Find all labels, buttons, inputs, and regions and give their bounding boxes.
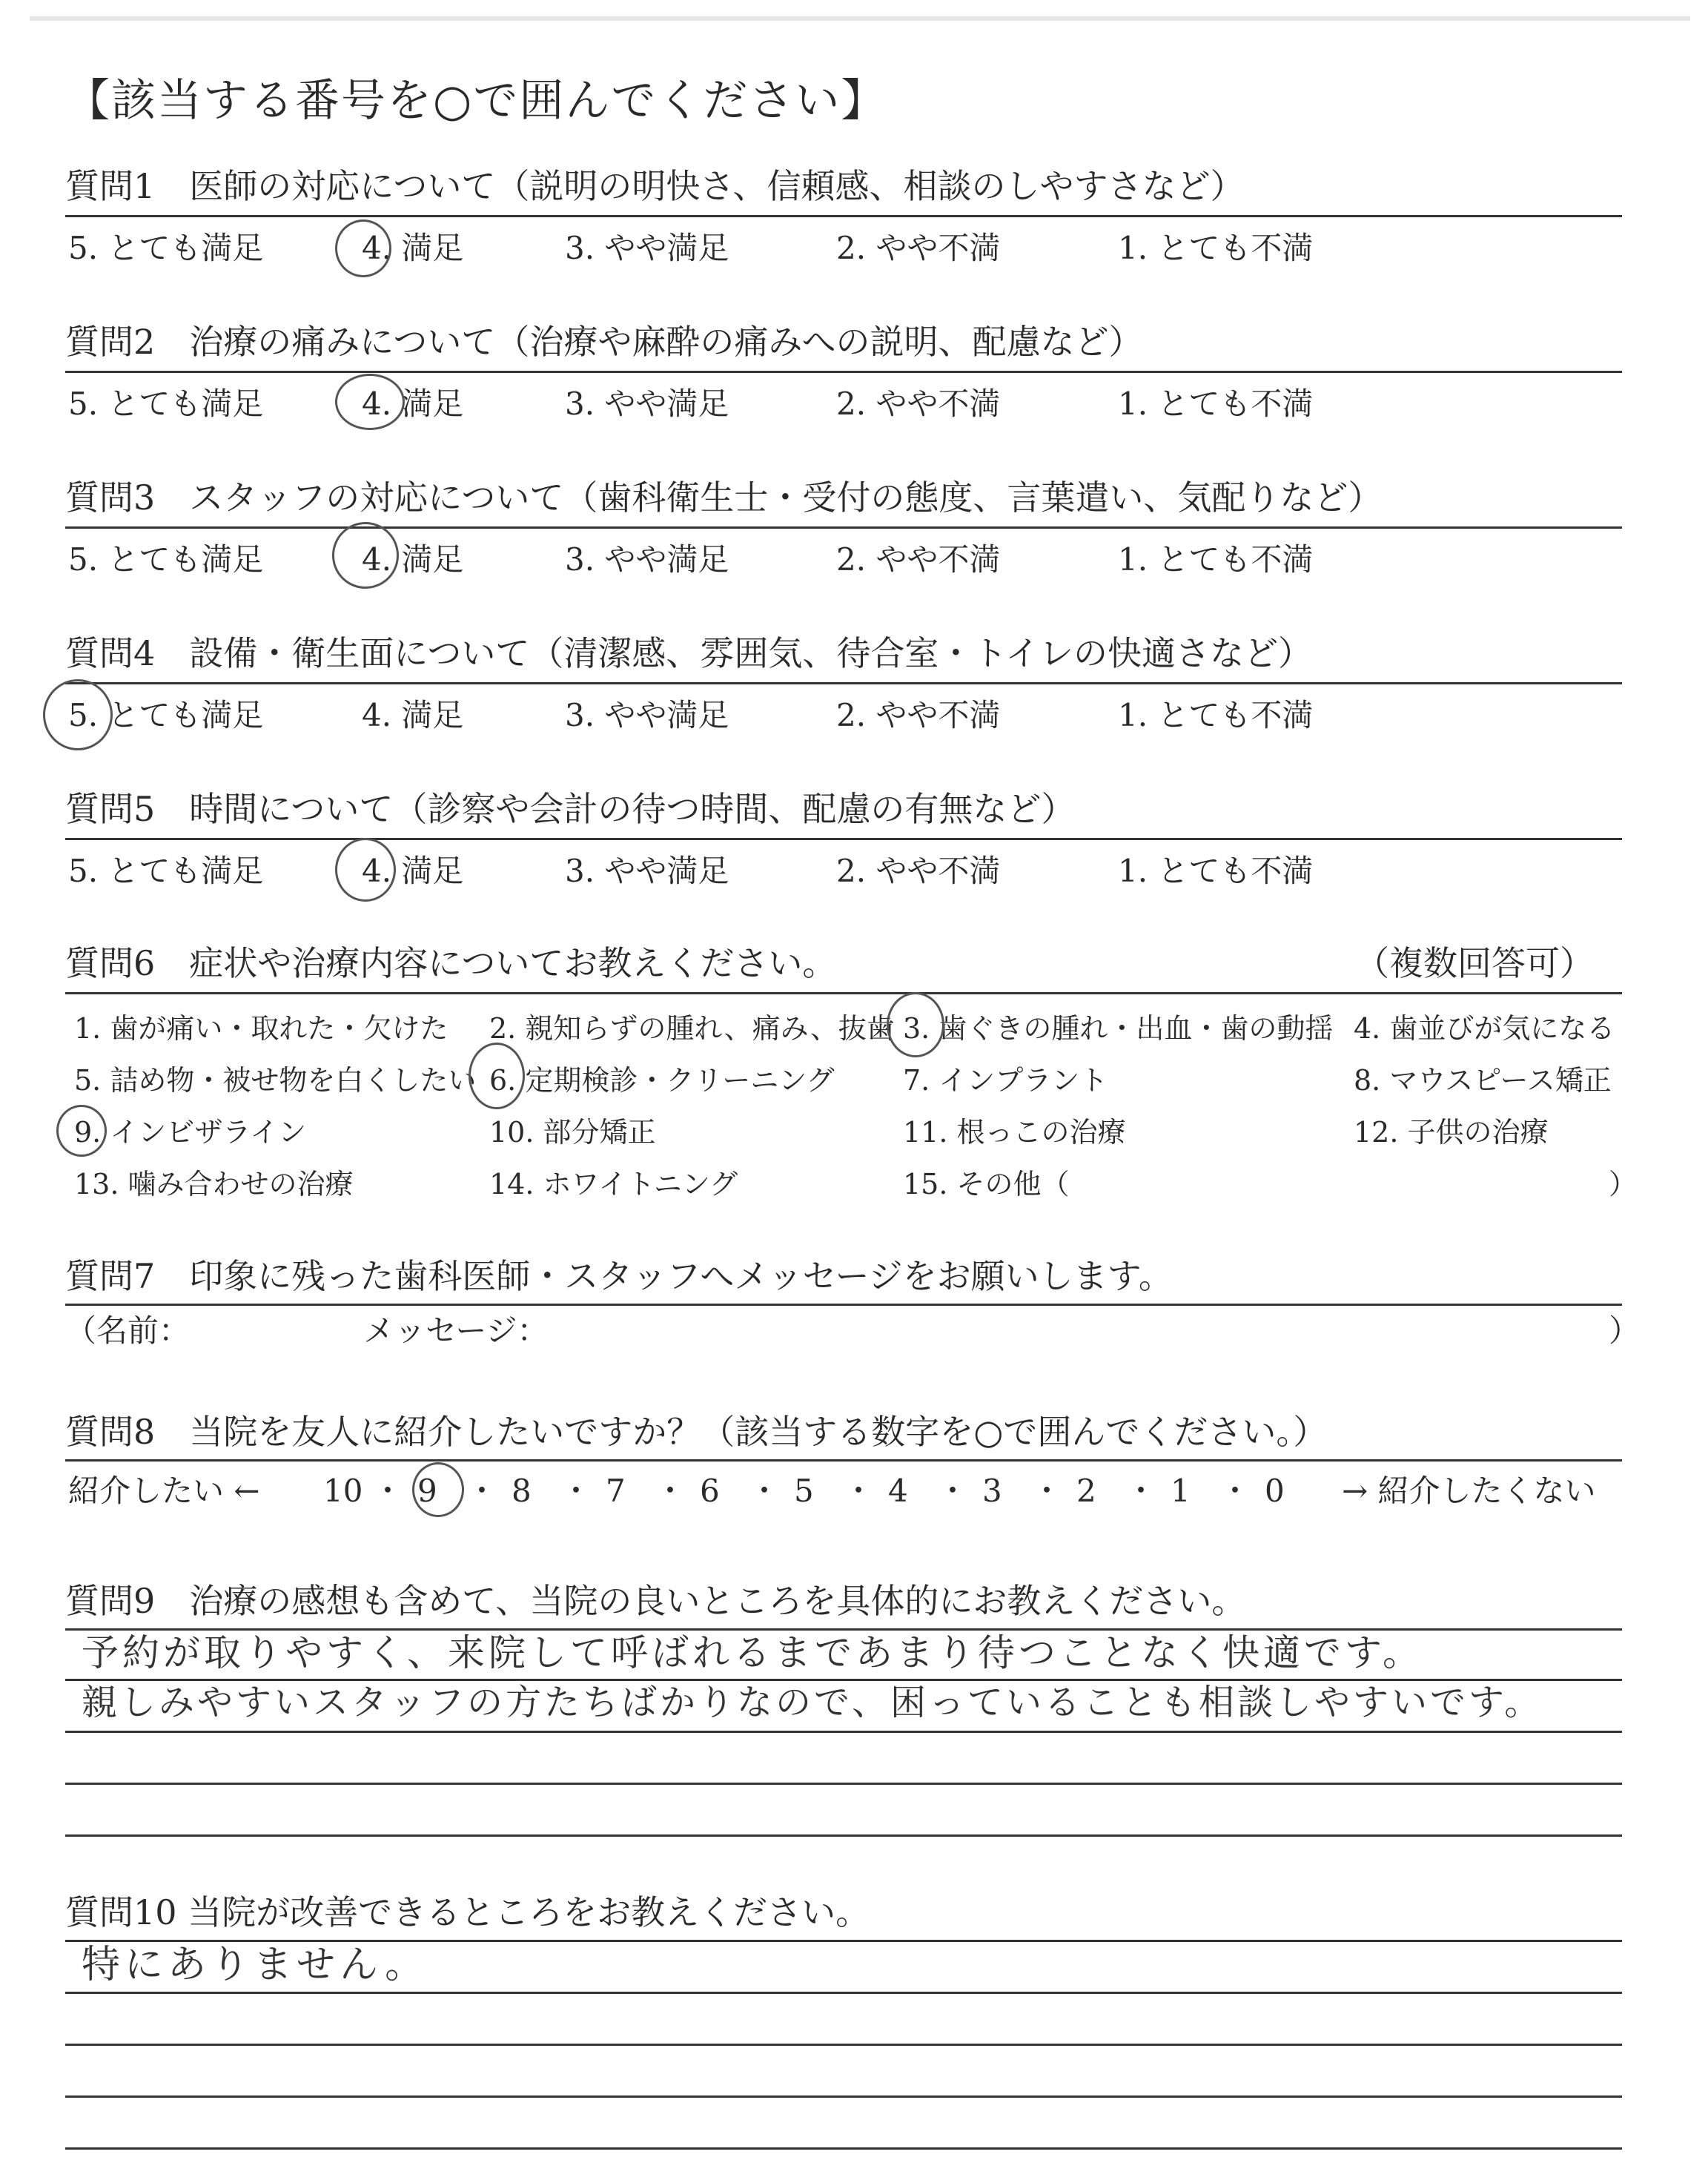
q6-option-6[interactable]: 6. 定期検診・クリーニング (489, 1064, 835, 1097)
q10-answer-1: 特にありません。 (82, 1943, 428, 1987)
q10-line-2 (65, 1992, 1622, 1994)
question-3-label: 質問3 (65, 478, 156, 518)
question-2-text: 治療の痛みについて（治療や麻酔の痛みへの説明、配慮など） (189, 322, 1143, 362)
q6-option-5[interactable]: 5. 詰め物・被せ物を白くしたい (74, 1064, 477, 1097)
q6-option-15[interactable]: 15. その他（ (903, 1168, 1070, 1200)
q8-scale-value[interactable]: 2 (1076, 1473, 1096, 1509)
question-5-rule (65, 838, 1622, 840)
q6-option-4[interactable]: 4. 歯並びが気になる (1354, 1012, 1615, 1045)
q10-line-4 (65, 2095, 1622, 2098)
question-9-label: 質問9 (65, 1581, 156, 1621)
q4-option-3[interactable]: 3. やや満足 (565, 697, 729, 733)
page-title: 【該当する番号を○で囲んでください】 (65, 75, 887, 127)
question-2-rule (65, 371, 1622, 373)
question-1-rule (65, 215, 1622, 217)
q5-option-2[interactable]: 2. やや不満 (836, 853, 1001, 889)
question-3-text: スタッフの対応について（歯科衛生士・受付の態度、言葉遣い、気配りなど） (189, 478, 1383, 518)
q2-option-2[interactable]: 2. やや不満 (836, 386, 1001, 422)
question-4-rule (65, 682, 1622, 684)
q1-option-4[interactable]: 4. 満足 (362, 230, 464, 266)
q6-option-7[interactable]: 7. インプラント (903, 1064, 1108, 1097)
q9-line-4 (65, 1783, 1622, 1785)
q9-line-3 (65, 1731, 1622, 1733)
question-9-text: 治療の感想も含めて、当院の良いところを具体的にお教えください。 (189, 1581, 1246, 1621)
q6-option-8[interactable]: 8. マウスピース矯正 (1354, 1064, 1612, 1097)
question-6-rule (65, 992, 1622, 994)
q9-line-1 (65, 1628, 1622, 1631)
page-top-border (30, 16, 1690, 21)
q6-option-11[interactable]: 11. 根っこの治療 (903, 1116, 1126, 1149)
q8-scale-separator: ・ (466, 1473, 498, 1509)
q10-line-5 (65, 2147, 1622, 2150)
q8-scale-separator: ・ (843, 1473, 875, 1509)
q8-scale-separator: ・ (1125, 1473, 1157, 1509)
q6-option-1[interactable]: 1. 歯が痛い・取れた・欠けた (74, 1012, 448, 1045)
q6-selection-circle-6 (469, 1043, 525, 1109)
q8-scale-value[interactable]: 1 (1171, 1473, 1191, 1509)
q2-option-3[interactable]: 3. やや満足 (565, 386, 729, 422)
question-6-text: 症状や治療内容についてお教えください。 (189, 943, 837, 983)
q7-message-label: メッセージ： (363, 1312, 549, 1349)
q1-option-1[interactable]: 1. とても不満 (1118, 230, 1314, 266)
q8-scale-separator: ・ (937, 1473, 969, 1509)
q2-option-4[interactable]: 4. 満足 (362, 386, 464, 422)
q6-option-10[interactable]: 10. 部分矯正 (489, 1116, 656, 1149)
q5-selection-circle (335, 838, 396, 902)
question-5-heading (65, 789, 1076, 829)
q6-selection-circle-3 (887, 992, 944, 1057)
q8-right-label: → 紹介したくない (1342, 1473, 1596, 1509)
q3-option-4[interactable]: 4. 満足 (362, 541, 464, 578)
question-10-heading (65, 1892, 870, 1932)
q7-close-paren: ） (1609, 1312, 1641, 1349)
q4-option-4[interactable]: 4. 満足 (362, 697, 464, 733)
q2-option-5[interactable]: 5. とても満足 (68, 386, 264, 422)
q3-option-3[interactable]: 3. やや満足 (565, 541, 729, 578)
q1-option-3[interactable]: 3. やや満足 (565, 230, 729, 266)
question-10-label: 質問10 (65, 1892, 177, 1932)
q1-option-5[interactable]: 5. とても満足 (68, 230, 264, 266)
question-3-rule (65, 526, 1622, 529)
q3-option-1[interactable]: 1. とても不満 (1118, 541, 1314, 578)
q5-option-4[interactable]: 4. 満足 (362, 853, 464, 889)
question-5-label: 質問5 (65, 789, 156, 829)
q8-scale-value[interactable]: 4 (888, 1473, 908, 1509)
question-6-heading (65, 943, 837, 983)
q8-scale-value[interactable]: 5 (794, 1473, 814, 1509)
q8-scale-separator: ・ (1219, 1473, 1251, 1509)
q2-selection-circle (335, 374, 405, 430)
question-1-label: 質問1 (65, 166, 156, 206)
question-5-text: 時間について（診察や会計の待つ時間、配慮の有無など） (189, 789, 1076, 829)
q7-name-label: （名前： (65, 1312, 191, 1349)
question-6-note: （複数回答可） (1355, 943, 1594, 983)
q4-option-1[interactable]: 1. とても不満 (1118, 697, 1314, 733)
q8-scale-value[interactable]: 0 (1265, 1473, 1285, 1509)
question-4-text: 設備・衛生面について（清潔感、雰囲気、待合室・トイレの快適さなど） (189, 633, 1313, 673)
question-8-rule (65, 1459, 1622, 1462)
question-7-heading (65, 1256, 1173, 1296)
question-7-rule (65, 1304, 1622, 1306)
question-4-label: 質問4 (65, 633, 156, 673)
question-9-heading (65, 1581, 1246, 1621)
q9-answer-1: 予約が取りやすく、来院して呼ばれるまであまり待つことなく快適です。 (82, 1631, 1423, 1674)
q8-scale-separator: ・ (655, 1473, 686, 1509)
q8-scale-value[interactable]: 3 (982, 1473, 1002, 1509)
q8-scale-separator: ・ (372, 1473, 404, 1509)
question-4-heading (65, 633, 1313, 673)
q8-scale-value[interactable]: 6 (700, 1473, 720, 1509)
q1-selection-circle (335, 219, 391, 277)
q8-scale-separator: ・ (749, 1473, 781, 1509)
q8-scale-value[interactable]: 8 (512, 1473, 532, 1509)
q6-option-2[interactable]: 2. 親知らずの腫れ、痛み、抜歯 (489, 1012, 895, 1045)
q2-option-1[interactable]: 1. とても不満 (1118, 386, 1314, 422)
question-8-text: 当院を友人に紹介したいですか？（該当する数字を○で囲んでください。） (189, 1412, 1328, 1452)
q8-selection-circle (412, 1462, 464, 1517)
q8-left-label: 紹介したい ← (68, 1473, 260, 1509)
q6-option-12[interactable]: 12. 子供の治療 (1354, 1116, 1549, 1149)
q8-scale-separator: ・ (560, 1473, 592, 1509)
q5-option-1[interactable]: 1. とても不満 (1118, 853, 1314, 889)
q6-option-3[interactable]: 3. 歯ぐきの腫れ・出血・歯の動揺 (903, 1012, 1334, 1045)
q9-line-2 (65, 1679, 1622, 1681)
q4-option-5[interactable]: 5. とても満足 (68, 697, 264, 733)
question-1-heading (65, 166, 1245, 206)
q10-line-1 (65, 1940, 1622, 1942)
question-3-heading (65, 478, 1383, 518)
q8-scale-separator: ・ (1031, 1473, 1063, 1509)
question-6-label: 質問6 (65, 943, 156, 983)
question-2-heading (65, 322, 1143, 362)
q8-scale-value[interactable]: 10 (323, 1473, 363, 1509)
q6-option-13[interactable]: 13. 噛み合わせの治療 (74, 1168, 354, 1200)
q5-option-3[interactable]: 3. やや満足 (565, 853, 729, 889)
q3-option-2[interactable]: 2. やや不満 (836, 541, 1001, 578)
q6-option-9[interactable]: 9. インビザライン (74, 1116, 307, 1149)
q6-other-close-paren: ） (1609, 1168, 1638, 1200)
question-8-heading (65, 1412, 1328, 1452)
q3-selection-circle (332, 522, 399, 589)
q1-option-2[interactable]: 2. やや不満 (836, 230, 1001, 266)
q9-line-5 (65, 1834, 1622, 1837)
question-2-label: 質問2 (65, 322, 156, 362)
q4-option-2[interactable]: 2. やや不満 (836, 697, 1001, 733)
question-1-text: 医師の対応について（説明の明快さ、信頼感、相談のしやすさなど） (189, 166, 1245, 206)
q5-option-5[interactable]: 5. とても満足 (68, 853, 264, 889)
question-7-text: 印象に残った歯科医師・スタッフへメッセージをお願いします。 (189, 1256, 1173, 1296)
q4-selection-circle (43, 679, 113, 750)
q6-option-14[interactable]: 14. ホワイトニング (489, 1168, 738, 1200)
question-10-text: 当院が改善できるところをお教えください。 (188, 1892, 870, 1932)
q3-option-5[interactable]: 5. とても満足 (68, 541, 264, 578)
question-7-label: 質問7 (65, 1256, 156, 1296)
q6-selection-circle-9 (56, 1105, 107, 1157)
q8-scale-value[interactable]: 9 (417, 1473, 437, 1509)
question-8-label: 質問8 (65, 1412, 156, 1452)
q10-line-3 (65, 2044, 1622, 2046)
q8-scale-value[interactable]: 7 (606, 1473, 626, 1509)
q9-answer-2: 親しみやすいスタッフの方たちばかりなので、困っていることも相談しやすいです。 (82, 1682, 1543, 1723)
